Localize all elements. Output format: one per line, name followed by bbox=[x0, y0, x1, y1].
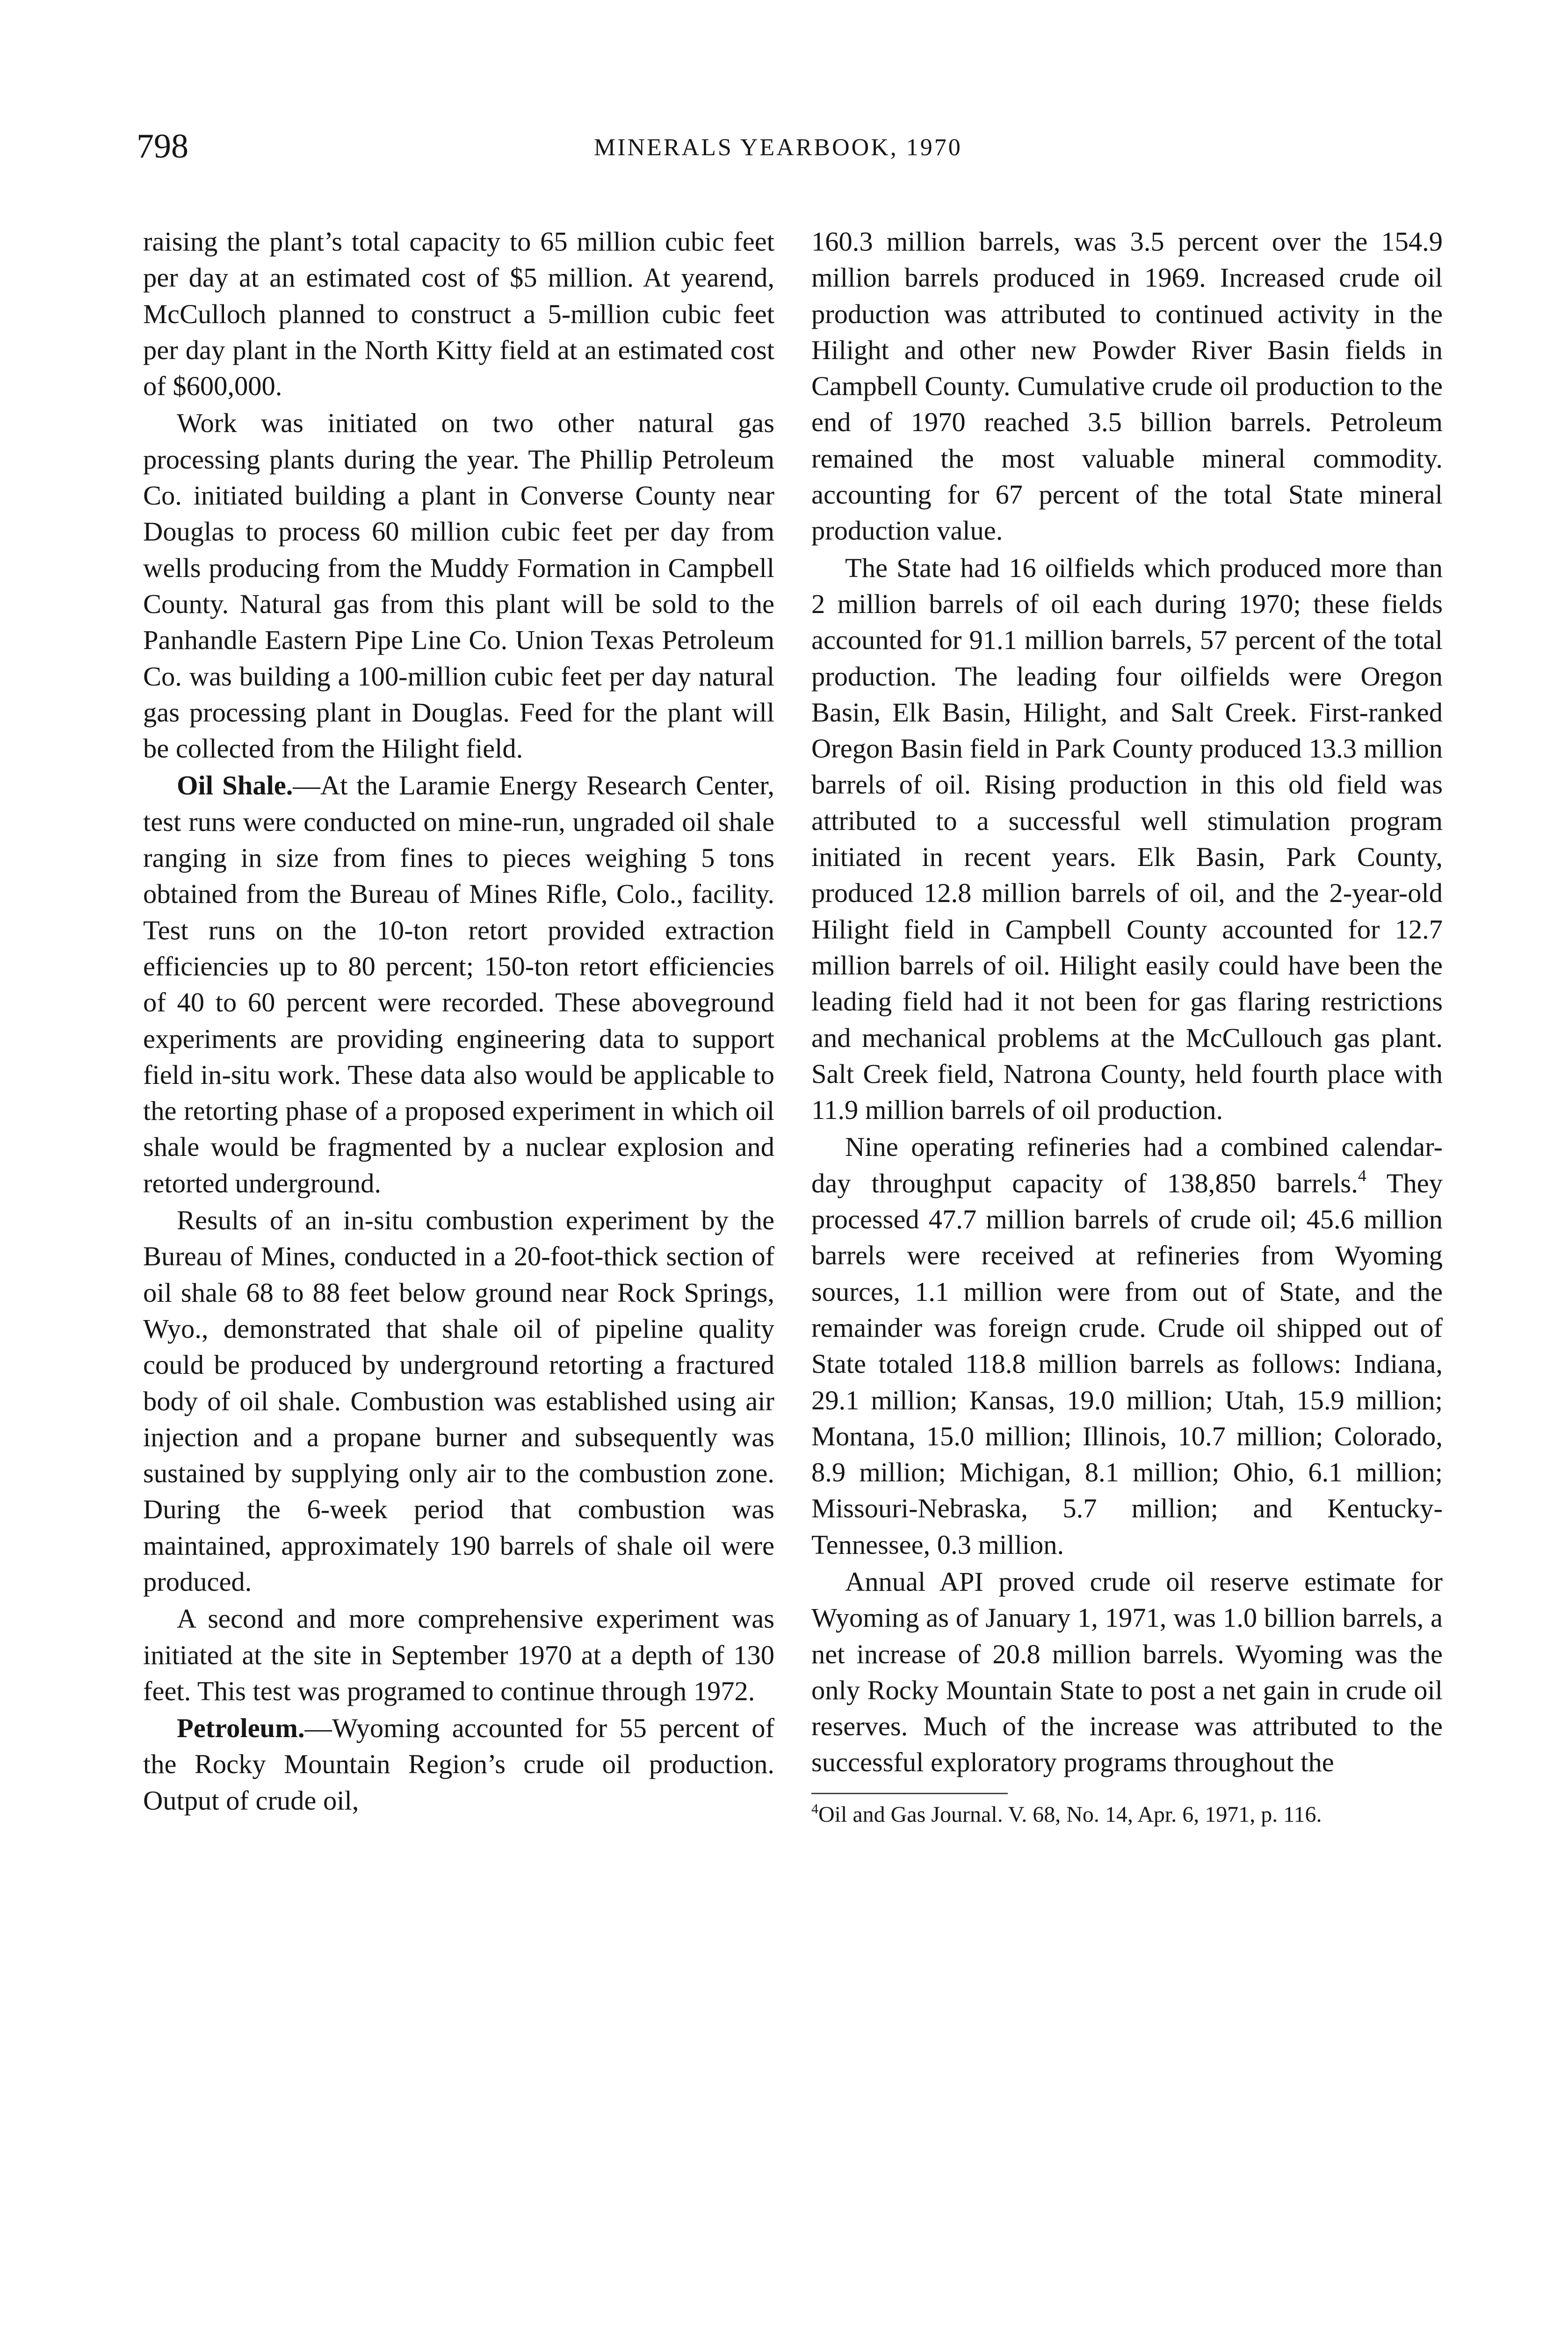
paragraph: Annual API proved crude oil reserve estimate for Wyoming as of January 1, 1971, was 1.0 billion barrels, a net increase of 20.8 million barrels. Wyoming was the only Rocky Mountain State to post a net gain in crude oil reserves. Much of the increase was attributed to the successful exploratory programs throughout the bbox=[811, 1566, 1443, 1778]
footnote-divider bbox=[811, 1793, 1008, 1794]
paragraph-petroleum bbox=[143, 1710, 774, 1818]
paragraph: 160.3 million barrels, was 3.5 percent over the 154.9 million barrels produced in 1969. Increased crude oil production was attributed to continued activity in the Hilight and other new Powder River Basin fields in Campbell County. Cumulative crude oil production to the end of 1970 reached 3.5 billion barrels. Petroleum remained the most valuable mineral commodity. accounting for 67 percent of the total State mineral production value. bbox=[811, 226, 1443, 546]
paragraph: raising the plant’s total capacity to 65 million cubic feet per day at an estimated cost of $5 million. At yearend, McCulloch planned to construct a 5-million cubic feet per day plant in the North Kitty field at an estimated cost of $600,000. bbox=[143, 226, 774, 402]
footnote-marker: 4 bbox=[811, 1801, 818, 1817]
section-heading-petroleum: Petroleum. bbox=[177, 1713, 305, 1744]
paragraph bbox=[811, 1129, 1443, 1563]
footnote-reference: 4 bbox=[1358, 1166, 1366, 1185]
paragraph: Results of an in-situ combustion experiment by the Bureau of Mines, conducted in a 20-foot-thick section of oil shale 68 to 88 feet below ground near Rock Springs, Wyo., demonstrated that shale oil of pipeline quality could be produced by underground retorting a fractured body of oil shale. Combustion was established using air injection and a propane burner and subsequently was sustained by supplying only air to the combustion zone. During the 6-week period that combustion was maintained, approximately 190 barrels of shale oil were produced. bbox=[143, 1205, 774, 1597]
section-heading-oil-shale: Oil Shale. bbox=[177, 770, 293, 801]
paragraph-body: —Wyoming accounted for 55 percent of the Rocky Mountain Region’s crude oil production. Output of crude oil, bbox=[143, 1713, 774, 1816]
paragraph: Work was initiated on two other natural gas processing plants during the year. The Phillip Petroleum Co. initiated building a plant in Converse County near Douglas to process 60 million cubic feet per day from wells producing from the Muddy Formation in Campbell County. Natural gas from this plant will be sold to the Panhandle Eastern Pipe Line Co. Union Texas Petroleum Co. was building a 100-million cubic feet per day natural gas processing plant in Douglas. Feed for the plant will be collected from the Hilight field. bbox=[143, 408, 774, 764]
paragraph-body: They processed 47.7 million barrels of crude oil; 45.6 million barrels were received at refineries from Wyoming sources, 1.1 million were from out of State, and the remainder was foreign crude. Crude oil shipped out of State totaled 118.8 million barrels as follows: Indiana, 29.1 million; Kansas, 19.0 million; Utah, 15.9 million; Montana, 15.0 million; Illinois, 10.7 million; Colorado, 8.9 million; Michigan, 8.1 million; Ohio, 6.1 million; Missouri-Nebraska, 5.7 million; and Kentucky-Tennessee, 0.3 million. bbox=[811, 1168, 1443, 1560]
footnote bbox=[811, 1801, 1443, 1829]
right-column bbox=[811, 224, 1443, 1829]
footnote-text: Oil and Gas Journal. V. 68, No. 14, Apr. 6, 1971, p. 116. bbox=[818, 1802, 1322, 1827]
paragraph: The State had 16 oilfields which produced more than 2 million barrels of oil each during 1970; these fields accounted for 91.1 million barrels, 57 percent of the total production. The leading four oilfields were Oregon Basin, Elk Basin, Hilight, and Salt Creek. First-ranked Oregon Basin field in Park County produced 13.3 million barrels of oil. Rising production in this old field was attributed to a successful well stimulation program initiated in recent years. Elk Basin, Park County, produced 12.8 million barrels of oil, and the 2-year-old Hilight field in Campbell County accounted for 12.7 million barrels of oil. Hilight easily could have been the leading field had it not been for gas flaring restrictions and mechanical problems at the McCullouch gas plant. Salt Creek field, Natrona County, held fourth place with 11.9 million barrels of oil production. bbox=[811, 552, 1443, 1126]
page-number: 798 bbox=[137, 127, 188, 166]
running-head: MINERALS YEARBOOK, 1970 bbox=[594, 134, 962, 161]
paragraph-oil-shale bbox=[143, 767, 774, 1201]
paragraph-body: Nine operating refineries had a combined calendar-day throughput capacity of 138,850 barrels. bbox=[811, 1132, 1443, 1198]
left-column bbox=[143, 224, 774, 1818]
paragraph-body: —At the Laramie Energy Research Center, test runs were conducted on mine-run, ungraded oil shale ranging in size from fines to pieces weighing 5 tons obtained from the Bureau of Mines Rifle, Colo., facility. Test runs on the 10-ton retort provided extraction efficiencies up to 80 percent; 150-ton retort efficiencies of 40 to 60 percent were recorded. These aboveground experiments are providing engineering data to support field in-situ work. These data also would be applicable to the retorting phase of a proposed experiment in which oil shale would be fragmented by a nuclear explosion and retorted underground. bbox=[143, 770, 774, 1198]
paragraph: A second and more comprehensive experiment was initiated at the site in September 1970 at a depth of 130 feet. This test was programed to continue through 1972. bbox=[143, 1603, 774, 1706]
